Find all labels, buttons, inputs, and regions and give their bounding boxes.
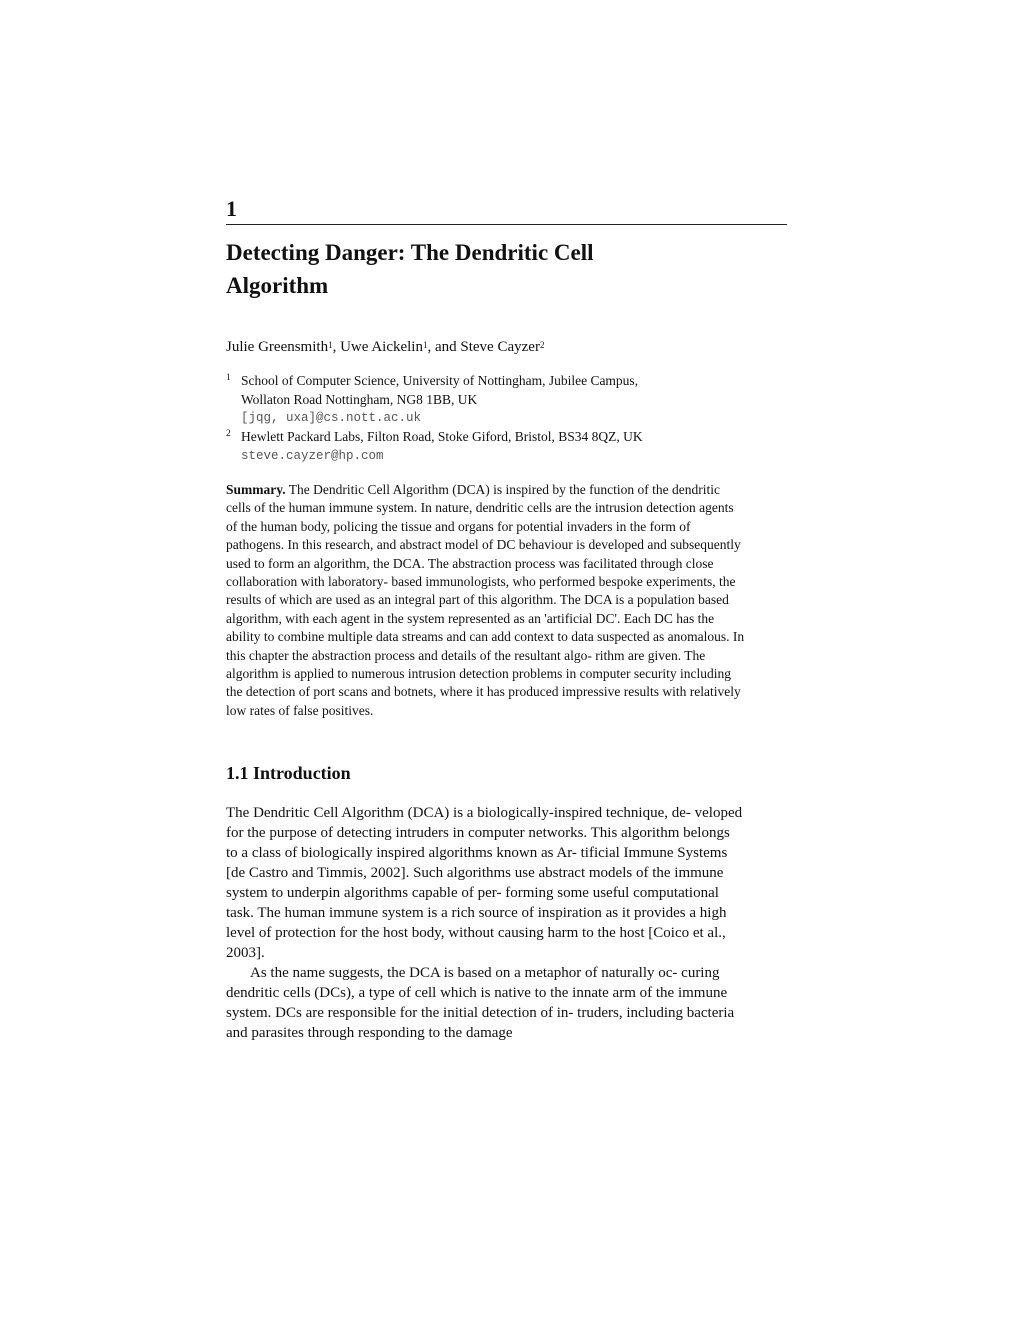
- affiliation-1-line-2: Wollaton Road Nottingham, NG8 1BB, UK: [241, 391, 478, 407]
- summary-line: of the human body, policing the tissue and organs for potential invaders in the form of: [226, 518, 691, 534]
- author-2-affiliation-mark: 1: [422, 340, 428, 350]
- summary-line: collaboration with laboratory- based immunologists, who performed bespoke experiments, the: [226, 573, 736, 589]
- author-1-name: Julie Greensmith: [226, 339, 329, 355]
- author-3-name: , and Steve Cayzer: [427, 339, 540, 355]
- body-line: level of protection for the host body, without causing harm to the host [Coico et al.,: [226, 925, 726, 941]
- body-line: for the purpose of detecting intruders in computer networks. This algorithm belongs: [226, 825, 730, 841]
- chapter-number: 1: [226, 196, 237, 221]
- summary-line: this chapter the abstraction process and details of the resultant algo- rithm are given. The: [226, 647, 706, 663]
- body-line: and parasites through responding to the damage: [226, 1025, 513, 1041]
- body-line: dendritic cells (DCs), a type of cell which is native to the innate arm of the immune: [226, 985, 728, 1001]
- author-list: [226, 337, 544, 357]
- body-line: system. DCs are responsible for the initial detection of in- truders, including bacteria: [226, 1005, 735, 1021]
- summary-line: used to form an algorithm, the DCA. The abstraction process was facilitated through close: [226, 555, 714, 571]
- summary-line: the detection of port scans and botnets, where it has produced impressive results with relatively: [226, 684, 741, 700]
- affiliation-1-mark: 1: [226, 373, 231, 383]
- summary-line: [226, 481, 788, 499]
- body-line-indented: As the name suggests, the DCA is based on a metaphor of naturally oc- curing: [250, 965, 720, 981]
- summary-line-text: The Dendritic Cell Algorithm (DCA) is inspired by the function of the dendritic: [285, 482, 720, 497]
- chapter-title: [226, 236, 646, 302]
- section-heading-introduction: 1.1 Introduction: [226, 763, 351, 783]
- body-line: [de Castro and Timmis, 2002]. Such algorithms use abstract models of the immune: [226, 865, 724, 881]
- body-line: system to underpin algorithms capable of per- forming some useful computational: [226, 885, 719, 901]
- summary-line: pathogens. In this research, and abstract model of DC behaviour is developed and subsequently: [226, 537, 741, 553]
- summary-paragraph: [226, 481, 788, 720]
- affiliation-1-email: [jqg, uxa]@cs.nott.ac.uk: [241, 411, 422, 425]
- body-line: task. The human immune system is a rich source of inspiration as it provides a high: [226, 905, 727, 921]
- affiliation-1-line-1: School of Computer Science, University of Nottingham, Jubilee Campus,: [241, 373, 639, 388]
- affiliation-2-email: steve.cayzer@hp.com: [241, 448, 384, 463]
- affiliation-2-line-1: Hewlett Packard Labs, Filton Road, Stoke Giford, Bristol, BS34 8QZ, UK: [241, 429, 643, 444]
- chapter-title-line-1: Detecting Danger: The Dendritic Cell: [226, 240, 594, 265]
- body-line: to a class of biologically inspired algorithms known as Ar- tificial Immune Systems: [226, 845, 728, 861]
- summary-line: low rates of false positives.: [226, 702, 374, 718]
- summary-line: results of which are used as an integral part of this algorithm. The DCA is a population based: [226, 592, 729, 608]
- summary-line: algorithm is applied to numerous intrusion detection problems in computer security including: [226, 665, 732, 681]
- chapter-title-line-2: Algorithm: [226, 273, 329, 298]
- body-line: 2003].: [226, 945, 265, 961]
- summary-line: algorithm, with each agent in the system represented as an 'artificial DC'. Each DC has the: [226, 610, 715, 626]
- summary-line: cells of the human immune system. In nature, dendritic cells are the intrusion detection agents: [226, 500, 734, 516]
- author-2-name: , Uwe Aickelin: [332, 339, 423, 355]
- author-3-affiliation-mark: 2: [539, 340, 545, 350]
- summary-line: ability to combine multiple data streams and can add context to data suspected as anomalous. In: [226, 629, 745, 645]
- body-line: The Dendritic Cell Algorithm (DCA) is a biologically-inspired technique, de- veloped: [226, 805, 743, 821]
- author-1-affiliation-mark: 1: [328, 340, 333, 350]
- summary-label: Summary.: [226, 482, 286, 497]
- affiliation-2-mark: 2: [226, 429, 231, 439]
- introduction-body: [226, 803, 788, 1043]
- chapter-rule: [226, 224, 787, 225]
